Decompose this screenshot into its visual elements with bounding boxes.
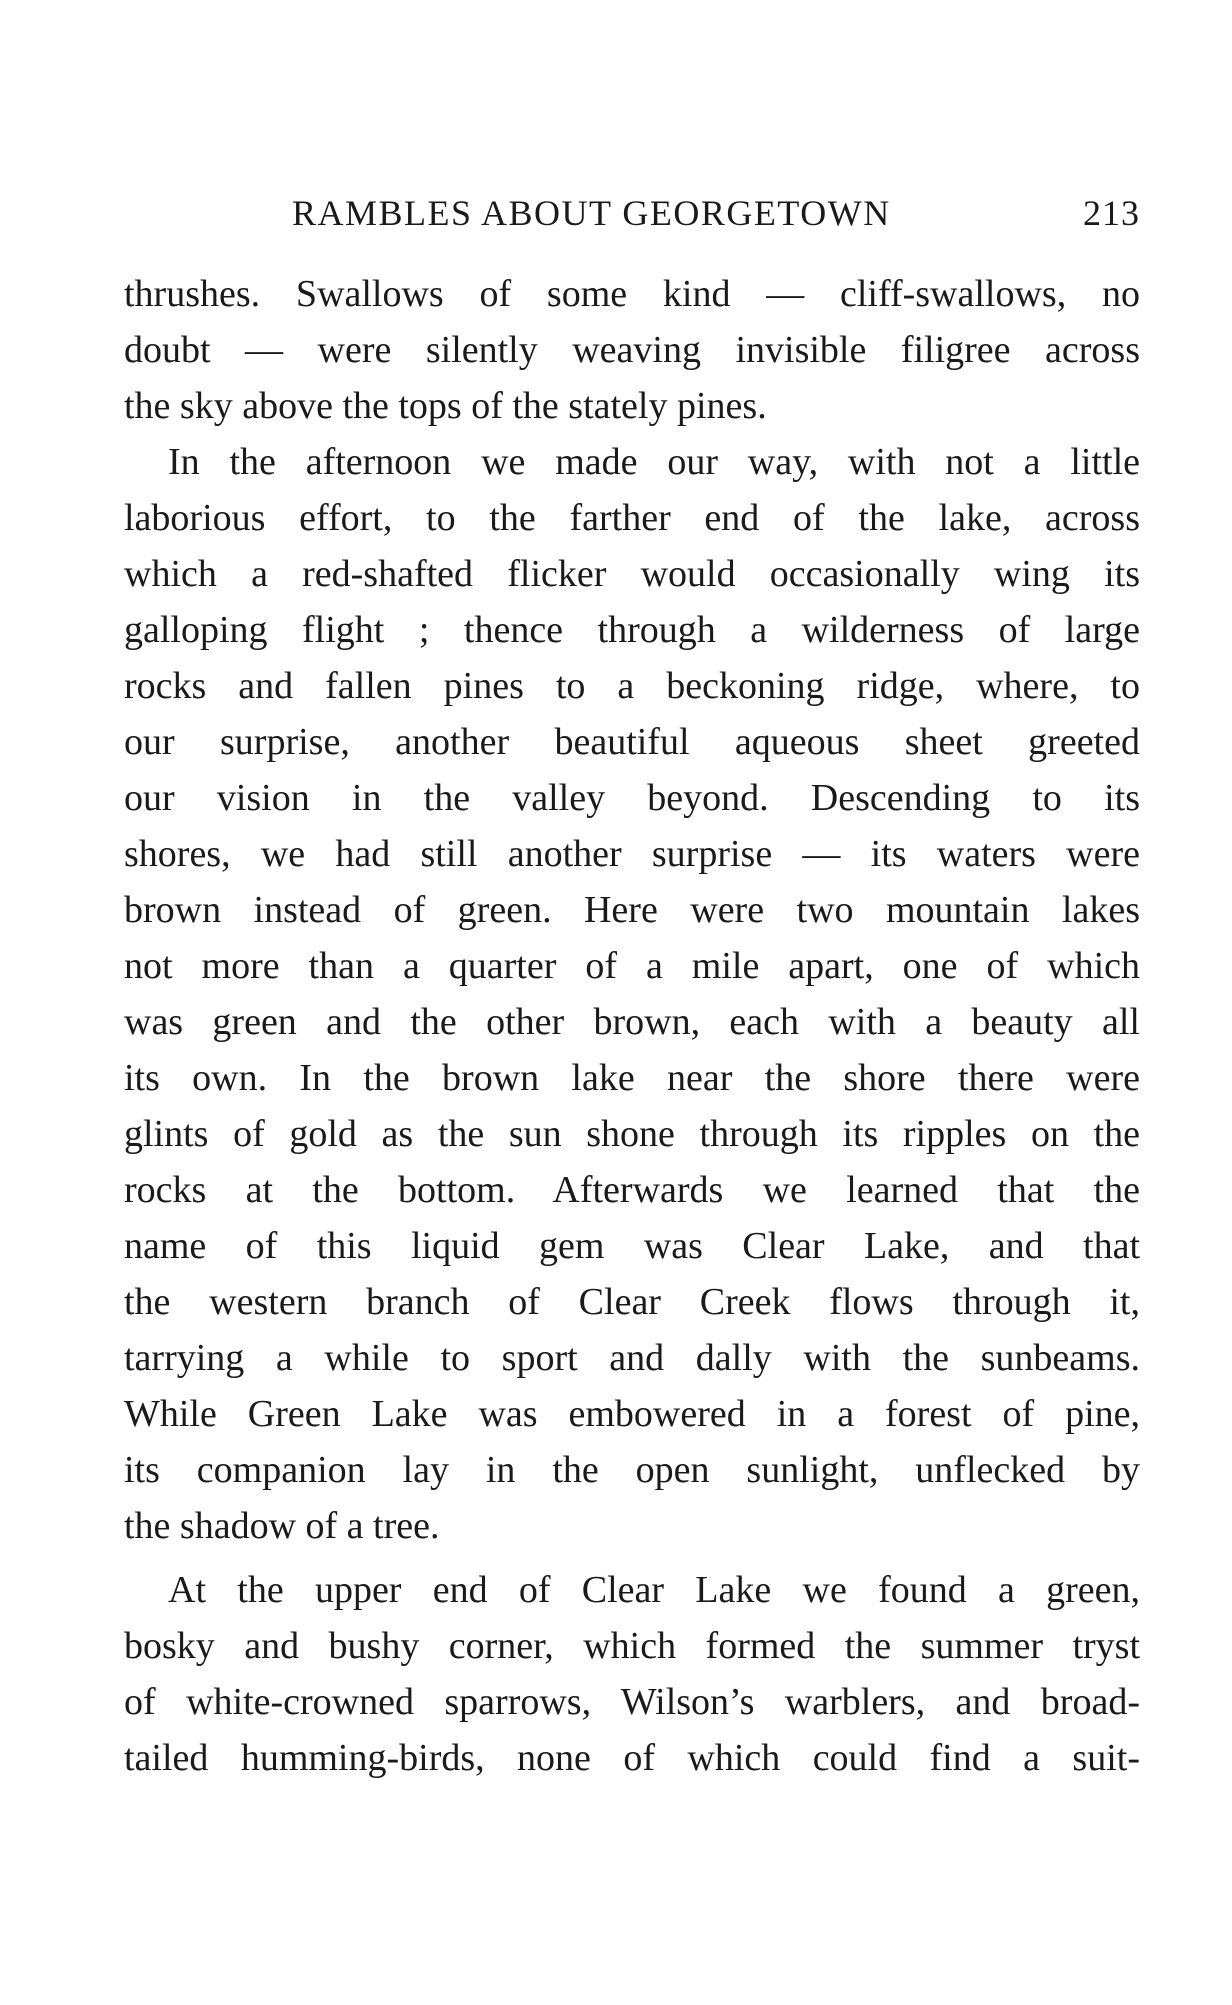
paragraph-first-line: In the afternoon we made our way, with not a little	[168, 441, 1140, 483]
text-line: bosky and bushy corner, which formed the summer tryst	[124, 1625, 1140, 1667]
text-line: tailed humming-birds, none of which could find a suit-	[124, 1737, 1140, 1779]
body-text	[124, 266, 1140, 1786]
text-line: was green and the other brown, each with a beauty all	[124, 1001, 1140, 1043]
text-line: the shadow of a tree.	[124, 1505, 440, 1547]
text-line: thrushes. Swallows of some kind — cliff-swallows, no	[124, 273, 1140, 315]
text-line: doubt — were silently weaving invisible filigree across	[124, 329, 1140, 371]
text-line: the sky above the tops of the stately pines.	[124, 385, 767, 427]
text-line: of white-crowned sparrows, Wilson’s warblers, and broad-	[124, 1681, 1140, 1723]
running-title: RAMBLES ABOUT GEORGETOWN	[292, 193, 891, 233]
text-line: the western branch of Clear Creek flows through it,	[124, 1281, 1140, 1323]
text-line: shores, we had still another surprise — its waters were	[124, 833, 1140, 875]
page-number: 213	[1083, 193, 1140, 233]
text-line: not more than a quarter of a mile apart, one of which	[124, 945, 1140, 987]
text-line: While Green Lake was embowered in a forest of pine,	[124, 1393, 1140, 1435]
text-line: rocks and fallen pines to a beckoning ridge, where, to	[124, 665, 1140, 707]
text-line: its own. In the brown lake near the shore there were	[124, 1057, 1140, 1099]
text-line: rocks at the bottom. Afterwards we learned that the	[124, 1169, 1140, 1211]
text-line: name of this liquid gem was Clear Lake, and that	[124, 1225, 1140, 1267]
page-header	[128, 188, 1140, 238]
text-line: galloping flight ; thence through a wilderness of large	[124, 609, 1140, 651]
text-line: our surprise, another beautiful aqueous sheet greeted	[124, 721, 1140, 763]
text-line: laborious effort, to the farther end of the lake, across	[124, 497, 1140, 539]
text-line: tarrying a while to sport and dally with the sunbeams.	[124, 1337, 1140, 1379]
text-line: which a red-shafted flicker would occasionally wing its	[124, 553, 1140, 595]
text-line: its companion lay in the open sunlight, unflecked by	[124, 1449, 1140, 1491]
paragraph-first-line: At the upper end of Clear Lake we found a green,	[168, 1569, 1140, 1611]
text-line: brown instead of green. Here were two mountain lakes	[124, 889, 1140, 931]
text-line: glints of gold as the sun shone through its ripples on the	[124, 1113, 1140, 1155]
text-line: our vision in the valley beyond. Descending to its	[124, 777, 1140, 819]
